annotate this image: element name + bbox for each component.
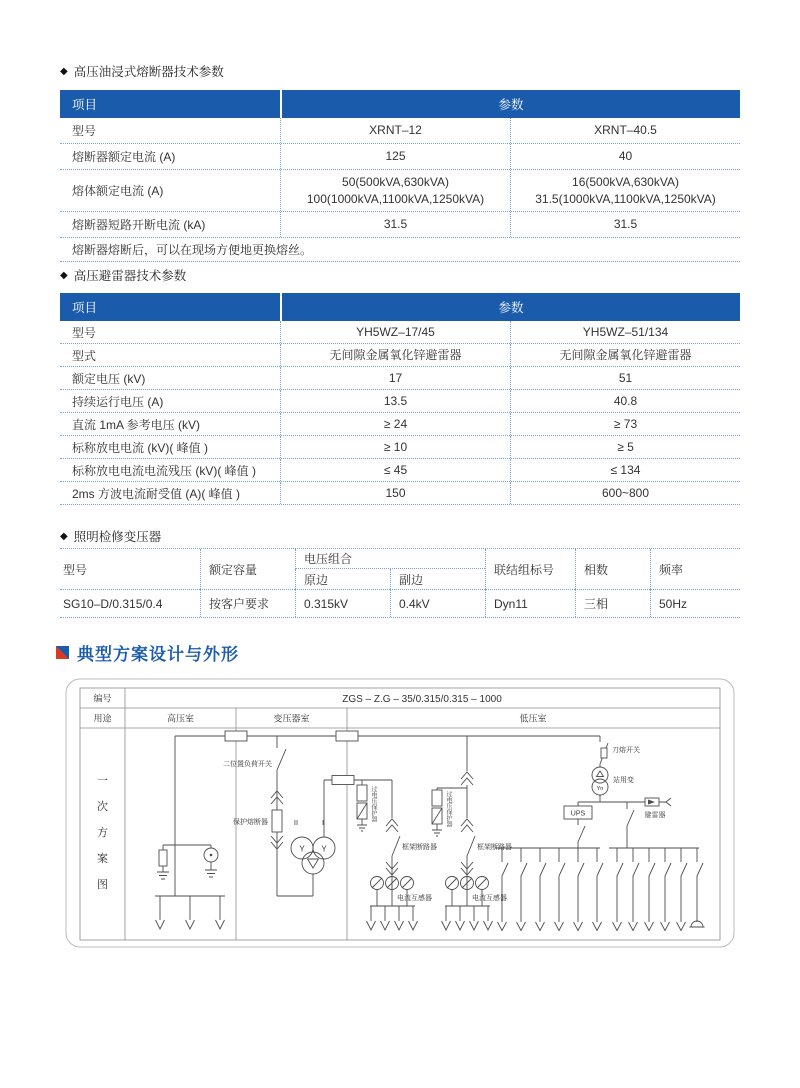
ground-icon [432, 830, 442, 836]
row-value: XRNT–40.5 [510, 118, 740, 143]
sidebar-char: 方 [97, 827, 108, 839]
cell-primary: 0.315kV [295, 589, 390, 617]
ups-label: UPS [570, 810, 586, 818]
row-value: 125 [280, 144, 510, 169]
frame-breaker-label: 框架断路器 [477, 844, 512, 851]
sidebar-char: 次 [97, 801, 108, 813]
row-label: 型号 [72, 124, 97, 138]
row-value: 17 [280, 367, 510, 389]
diagram-use-label: 用途 [93, 713, 112, 724]
overvoltage-protector-label: 过电压保护器 [370, 786, 376, 822]
breaker-blade-icon [467, 836, 475, 856]
value-line: 31.5(1000kVA,1100kVA,1250kVA) [535, 191, 716, 206]
winding-1-label: I [321, 818, 325, 827]
section-square-icon [56, 646, 69, 659]
row-value: ≥ 73 [510, 413, 740, 435]
room-hv-label: 高压室 [166, 713, 195, 724]
wall-bushing-icon [225, 731, 247, 741]
load-switch-label: 二位置负荷开关 [223, 761, 272, 768]
row-value [510, 170, 740, 211]
main-busbar [175, 731, 600, 741]
row-value: 40 [510, 144, 740, 169]
header-frequency: 频率 [650, 549, 740, 589]
transformer-winding-icon [592, 767, 608, 783]
row-label: 标称放电电流电流残压 (kV)( 峰值 ) [72, 463, 256, 478]
table-header [60, 90, 740, 118]
header-vector-group: 联结组标号 [485, 549, 575, 589]
delta-winding-icon [597, 771, 604, 777]
row-value: 无间隙金属氧化锌避雷器 [510, 344, 740, 366]
room-lv-label: 低压室 [519, 713, 547, 724]
wye-winding-label: Y [299, 844, 305, 854]
row-value: 无间隙金属氧化锌避雷器 [280, 344, 510, 366]
header-param: 参数 [282, 90, 740, 118]
frame-breaker-label: 框架断路器 [402, 844, 437, 851]
arrester-parameter-table [60, 293, 740, 505]
section-title-text: 高压避雷器技术参数 [73, 269, 187, 283]
table-row [60, 436, 740, 459]
row-label: 型式 [72, 348, 97, 363]
ground-icon [357, 825, 367, 831]
main-title-text: 典型方案设计与外形 [77, 645, 239, 664]
wall-bushing-icon [336, 731, 358, 741]
feeder-arrow-icon [498, 922, 602, 931]
value-line: 100(1000kVA,1100kVA,1250kVA) [306, 191, 485, 206]
row-label: 额定电压 (kV) [72, 371, 146, 386]
row-label: 标称放电电流 (kV)( 峰值 ) [72, 440, 208, 455]
value-line: 50(500kVA,630kVA) [342, 175, 449, 190]
yn-winding-label: Yn [596, 786, 604, 792]
table-row [60, 413, 740, 436]
row-value: ≤ 134 [510, 459, 740, 481]
fuse-icon [357, 785, 367, 801]
station-transformer-label: 站用变 [613, 777, 634, 784]
table-row [60, 118, 740, 144]
row-label: 2ms 方波电流耐受值 (A)( 峰值 ) [72, 486, 240, 501]
ground-icon [157, 872, 169, 879]
hv-room-circuit [155, 736, 225, 929]
header-voltage-combo: 电压组合 [295, 549, 485, 569]
winding-2-label: II [293, 818, 299, 827]
row-label: 持续运行电压 (A) [72, 394, 164, 409]
delta-winding-icon [308, 859, 319, 868]
row-label: 直流 1mA 参考电压 (kV) [72, 417, 201, 432]
sidebar-char: 一 [97, 775, 108, 787]
row-value: ≥ 24 [280, 413, 510, 435]
fuse-icon [601, 748, 607, 758]
lv-feeder-group-left [495, 848, 603, 931]
section-title-fuse [60, 62, 224, 80]
feeder-arrow-icon [442, 921, 493, 930]
transformer-winding-icon [302, 852, 324, 874]
row-value: 51 [510, 367, 740, 389]
row-value: ≥ 5 [510, 436, 740, 458]
lv-feeder-group-right [609, 848, 705, 931]
row-value [280, 170, 510, 211]
header-item: 项目 [60, 90, 280, 118]
protection-fuse-label: 保护熔断器 [233, 819, 268, 826]
section-title-text: 高压油浸式熔断器技术参数 [73, 65, 224, 79]
row-label: 型号 [72, 325, 97, 340]
header-phases: 相数 [575, 549, 650, 589]
cell-secondary: 0.4kV [390, 589, 485, 617]
header-secondary: 副边 [390, 569, 485, 589]
table-row [60, 170, 740, 212]
row-value: 600~800 [510, 482, 740, 504]
overvoltage-protector-label: 过电压保护器 [445, 791, 451, 827]
table-row [60, 482, 740, 505]
current-transformer-label: 电流互感器 [472, 895, 507, 902]
row-value: ≥ 10 [280, 436, 510, 458]
row-value: XRNT–12 [280, 118, 510, 143]
header-model: 型号 [63, 562, 88, 577]
row-value: 40.8 [510, 390, 740, 412]
wall-bushing-icon [332, 776, 354, 785]
fuse-icon [432, 790, 442, 806]
feeder-arrow-icon [367, 921, 418, 930]
row-value: 31.5 [280, 212, 510, 237]
single-line-diagram [65, 678, 735, 948]
row-value: YH5WZ–51/134 [510, 321, 740, 343]
table-row [60, 344, 740, 367]
diamond-icon: ◆ [60, 530, 68, 542]
main-section-title [56, 640, 239, 665]
voltage-sensor-icon [159, 850, 167, 866]
sidebar-primary-scheme-label [97, 775, 108, 891]
section-title-arrester [60, 266, 186, 284]
cell-model: SG10–D/0.315/0.4 [60, 589, 200, 617]
row-value: 150 [280, 482, 510, 504]
row-label: 熔体额定电流 (A) [72, 184, 164, 198]
sidebar-char: 图 [97, 879, 108, 891]
knife-fuse-switch-label: 刀熔开关 [612, 747, 640, 754]
header-param: 参数 [282, 293, 740, 321]
sidebar-char: 案 [97, 853, 108, 865]
row-value: ≤ 45 [280, 459, 510, 481]
arrester-label: 避雷器 [644, 812, 666, 819]
fuse-parameter-table [60, 90, 740, 262]
table-row [60, 321, 740, 344]
fuse-icon [272, 810, 282, 832]
cell-capacity: 按客户要求 [200, 589, 295, 617]
header-primary: 原边 [295, 569, 390, 589]
section-title-lighting-transformer [60, 527, 161, 545]
table-note: 熔断器熔断后，可以在现场方便地更换熔丝。 [60, 238, 740, 262]
feeder-arrow-icon [156, 920, 225, 929]
breaker-blade-icon [392, 836, 400, 856]
header-item: 项目 [60, 293, 280, 321]
row-value: 13.5 [280, 390, 510, 412]
diagram-no-label: 编号 [93, 693, 112, 704]
header-capacity: 额定容量 [200, 549, 295, 589]
cell-frequency: 50Hz [650, 589, 740, 617]
row-label: 熔断器额定电流 (A) [72, 150, 176, 164]
table-header [60, 293, 740, 321]
feeder-arrow-icon [613, 922, 686, 931]
table-row [60, 459, 740, 482]
section-title-text: 照明检修变压器 [73, 530, 162, 544]
table-row [60, 144, 740, 170]
lv-incoming-branch-1 [357, 780, 418, 930]
row-value: 31.5 [510, 212, 740, 237]
value-line: 16(500kVA,630kVA) [572, 175, 679, 190]
cell-phases: 三相 [575, 589, 650, 617]
diamond-icon: ◆ [60, 65, 68, 77]
ground-icon [205, 870, 217, 877]
cell-vector-group: Dyn11 [485, 589, 575, 617]
diamond-icon: ◆ [60, 269, 68, 281]
room-transformer-label: 变压器室 [273, 713, 310, 724]
current-transformer-label: 电流互感器 [397, 895, 432, 902]
table-row [60, 212, 740, 238]
lighting-transformer-table [60, 548, 740, 618]
row-value: YH5WZ–17/45 [280, 321, 510, 343]
wye-winding-label: Y [321, 844, 327, 854]
table-row [60, 367, 740, 390]
row-label: 熔断器短路开断电流 (kA) [72, 218, 206, 232]
diagram-model-code: ZGS – Z.G – 35/0.315/0.315 – 1000 [342, 694, 502, 705]
table-row [60, 390, 740, 413]
